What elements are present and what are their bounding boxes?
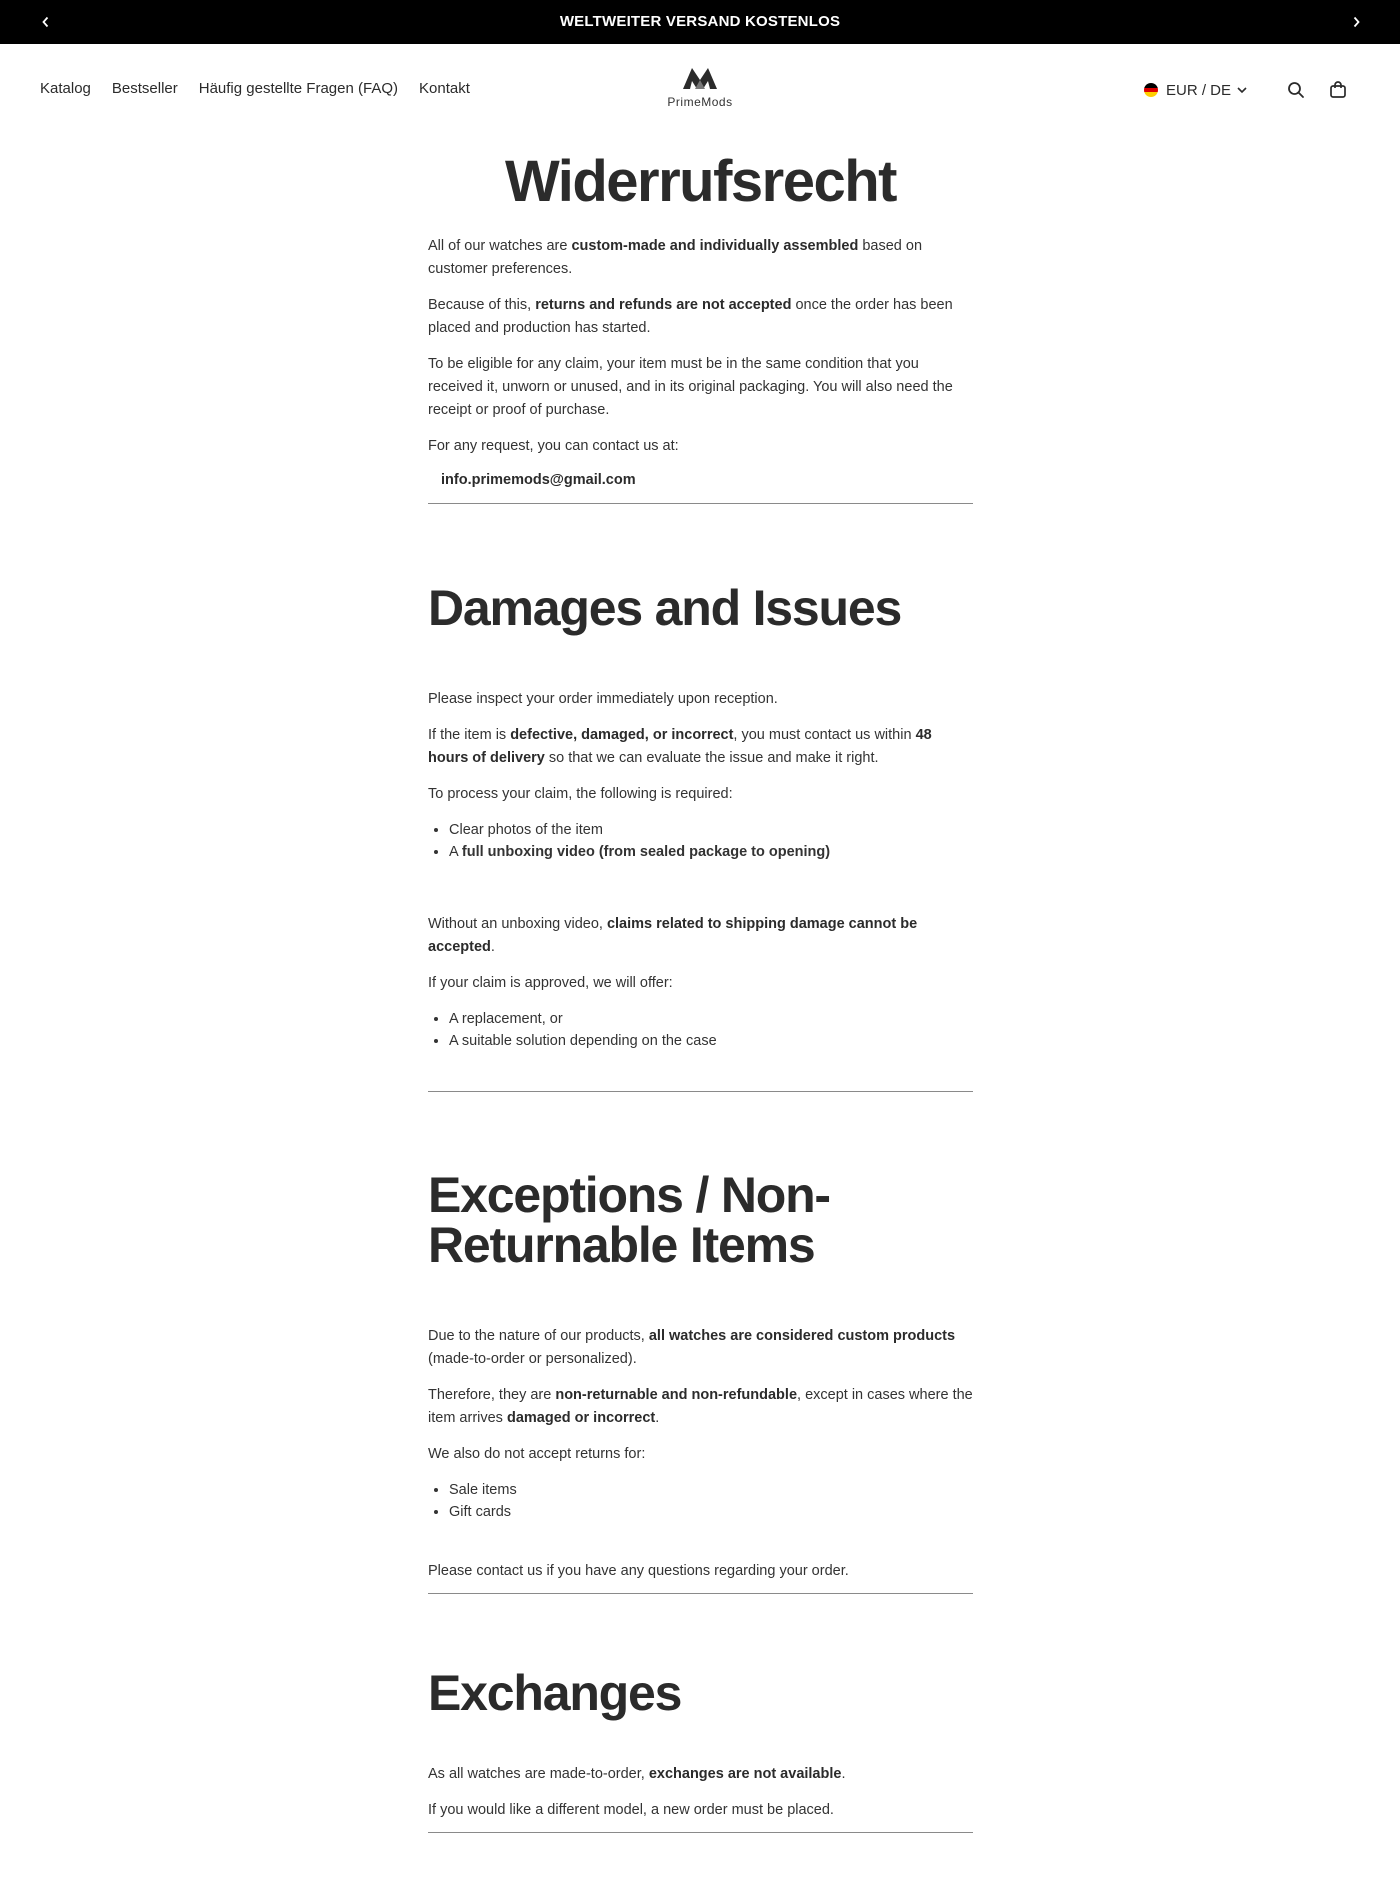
intro-paragraph-2: Because of this, returns and refunds are not accepted once the order has been placed and production has started. <box>428 296 953 336</box>
damages-paragraph-1: Please inspect your order immediately upon reception. <box>428 690 778 707</box>
list-item: • Clear photos of the item <box>449 819 973 842</box>
intro-paragraph-3: To be eligible for any claim, your item must be in the same condition that you received it, unworn or unused, and in its original packaging. You will also need the receipt or proof of purchase. <box>428 355 953 418</box>
germany-flag-icon <box>1144 83 1158 97</box>
nav-link-bestseller[interactable]: Bestseller <box>111 80 178 97</box>
nav-link-contact[interactable]: Kontakt <box>419 80 470 97</box>
main-nav <box>40 80 470 97</box>
non-returnable-list <box>428 1479 973 1524</box>
damages-paragraph-5: If your claim is approved, we will offer: <box>428 974 673 991</box>
page-title: Widerrufsrecht <box>504 149 896 214</box>
cart-button[interactable] <box>1326 78 1350 102</box>
damages-paragraph-3: To process your claim, the following is required: <box>428 785 733 802</box>
section-divider <box>428 1593 973 1594</box>
intro-paragraph-1: All of our watches are custom-made and individually assembled based on customer preferences. <box>428 237 923 277</box>
exchanges-paragraph-2: If you would like a different model, a new order must be placed. <box>428 1801 834 1818</box>
locale-selector[interactable] <box>1144 82 1248 99</box>
announcement-bar <box>0 0 1400 44</box>
claim-requirements-list <box>428 819 973 864</box>
exchanges-paragraph-1: As all watches are made-to-order, exchanges are not available. <box>428 1765 846 1782</box>
damages-paragraph-4: Without an unboxing video, claims related to shipping damage cannot be accepted. <box>428 915 918 955</box>
logo-mark-icon <box>682 66 718 90</box>
section-damages <box>428 579 973 1092</box>
damages-paragraph-2: If the item is defective, damaged, or incorrect, you must contact us within 48 hours of delivery so that we can evaluate the issue and make it right. <box>428 726 932 766</box>
intro-paragraph-4: For any request, you can contact us at: <box>428 437 679 454</box>
damages-heading: Damages and Issues <box>428 579 902 636</box>
chevron-right-icon <box>1351 16 1361 28</box>
contact-email[interactable]: info.primemods@gmail.com <box>441 471 636 488</box>
page-content <box>428 150 973 1833</box>
section-divider <box>428 1091 973 1092</box>
site-header <box>0 44 1400 136</box>
section-divider <box>428 503 973 504</box>
announcement-text: WELTWEITER VERSAND KOSTENLOS <box>559 13 841 30</box>
exceptions-paragraph-4: Please contact us if you have any questions regarding your order. <box>428 1562 849 1579</box>
section-exceptions <box>428 1166 973 1594</box>
nav-link-faq[interactable]: Häufig gestellte Fragen (FAQ) <box>198 80 398 97</box>
next-announcement-button[interactable] <box>1334 0 1378 44</box>
list-item: • Sale items <box>449 1479 973 1502</box>
exchanges-heading: Exchanges <box>428 1664 682 1721</box>
search-button[interactable] <box>1284 78 1308 102</box>
nav-link-catalog[interactable]: Katalog <box>40 80 91 97</box>
logo-wordmark: PrimeMods <box>667 95 733 109</box>
list-item: • A suitable solution depending on the case <box>449 1030 973 1053</box>
list-item: • Gift cards <box>449 1501 973 1524</box>
section-exchanges <box>428 1664 973 1833</box>
exceptions-paragraph-1: Due to the nature of our products, all watches are considered custom products (made-to-order or personalized). <box>428 1327 956 1367</box>
site-logo[interactable] <box>650 66 750 116</box>
approved-claim-options-list <box>428 1008 973 1053</box>
shopping-bag-icon <box>1329 81 1347 99</box>
list-item: • A replacement, or <box>449 1008 973 1031</box>
chevron-down-icon <box>1236 85 1248 95</box>
locale-label: EUR / DE <box>1165 81 1231 99</box>
search-icon <box>1287 81 1305 99</box>
section-intro <box>428 235 973 504</box>
exceptions-heading: Exceptions / Non-Returnable Items <box>428 1166 830 1273</box>
header-actions <box>1144 74 1350 106</box>
list-item: • A full unboxing video (from sealed package to opening) <box>449 841 973 864</box>
exceptions-paragraph-3: We also do not accept returns for: <box>428 1445 646 1462</box>
section-divider <box>428 1832 973 1833</box>
exceptions-paragraph-2: Therefore, they are non-returnable and non-refundable, except in cases where the item arrives damaged or incorrect. <box>428 1386 973 1426</box>
